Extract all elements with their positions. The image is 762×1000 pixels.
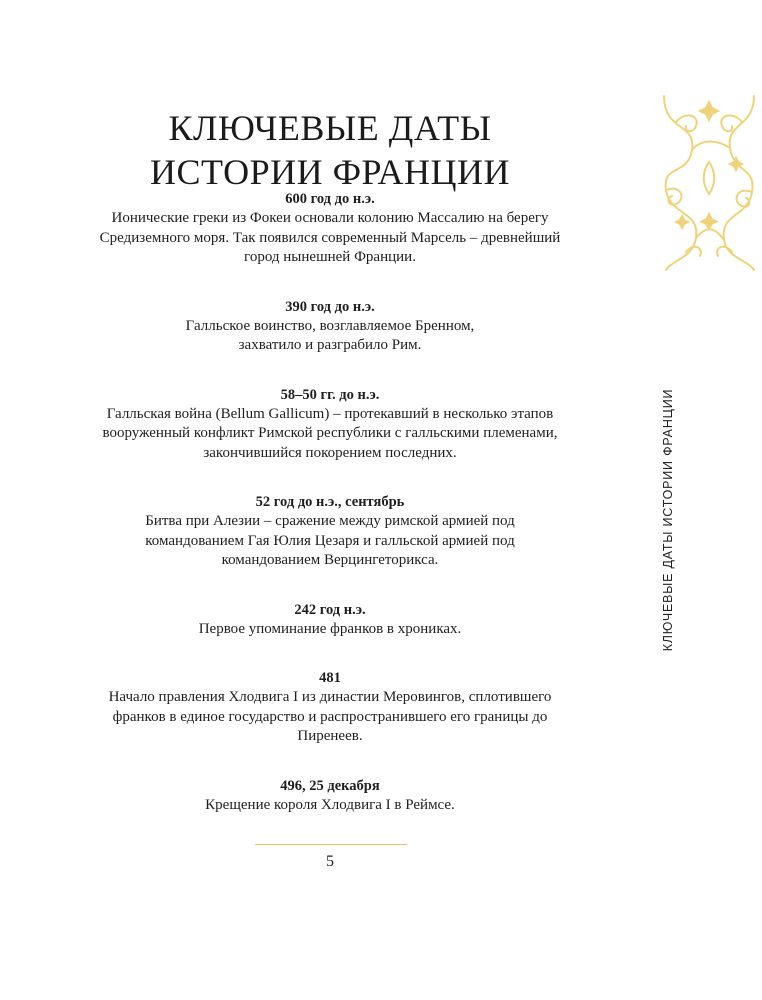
entry-date: 242 год н.э. xyxy=(294,601,366,618)
entry-line: вооруженный конфликт Римской республики с галльскими племенами, xyxy=(102,425,558,441)
page-title-line-2: ИСТОРИИ ФРАНЦИИ xyxy=(150,152,510,193)
entry-text xyxy=(80,796,580,816)
timeline-entry xyxy=(80,669,580,747)
entry-date: 58–50 гг. до н.э. xyxy=(280,386,380,403)
timeline-entry xyxy=(80,386,580,464)
entry-text xyxy=(80,405,580,464)
page-title xyxy=(80,106,580,194)
entry-date: 52 год до н.э., сентябрь xyxy=(255,494,405,510)
entry-text xyxy=(80,620,580,640)
entry-line: закончившийся покорением последних. xyxy=(203,444,457,461)
page-title-line-1: КЛЮЧЕВЫЕ ДАТЫ xyxy=(168,108,492,149)
entry-text xyxy=(80,209,580,268)
entry-date: 390 год до н.э. xyxy=(285,298,375,315)
footer-divider xyxy=(255,844,407,845)
entry-line: командованием Гая Юлия Цезаря и галльской армией под xyxy=(145,532,515,549)
entry-line: Галльское воинство, возглавляемое Бренном, xyxy=(185,317,475,334)
timeline-entry xyxy=(80,601,580,640)
timeline-entry xyxy=(80,190,580,268)
timeline-entry xyxy=(80,493,580,571)
entry-date: 600 год до н.э. xyxy=(285,191,375,207)
entry-line: Начало правления Хлодвига I из династии Меровингов, сплотившего xyxy=(108,689,552,705)
entry-line: Крещение короля Хлодвига I в Реймсе. xyxy=(205,796,455,813)
entry-text xyxy=(80,317,580,356)
entry-date: 481 xyxy=(319,670,341,686)
entry-line: Средиземного моря. Так появился современный Марсель – древнейший xyxy=(99,229,561,246)
entry-line: Пиренеев. xyxy=(297,728,363,744)
vertical-running-title: КЛЮЧЕВЫЕ ДАТЫ ИСТОРИИ ФРАНЦИИ xyxy=(661,388,675,652)
entry-line: командованием Верцингеторикса. xyxy=(221,552,439,568)
entry-date: 496, 25 декабря xyxy=(280,777,380,794)
entry-line: захватило и разграбило Рим. xyxy=(238,337,422,353)
entry-line: Битва при Алезии – сражение между римской армией под xyxy=(145,513,515,529)
entry-text xyxy=(80,688,580,747)
entry-line: город нынешней Франции. xyxy=(244,249,416,265)
entry-line: Галльская война (Bellum Gallicum) – протекавший в несколько этапов xyxy=(106,405,554,422)
entry-line: Ионические греки из Фокеи основали колонию Массалию на берегу xyxy=(111,210,549,226)
entry-line: франков в единое государство и распространившего его границы до xyxy=(112,708,548,725)
entry-line: Первое упоминание франков в хрониках. xyxy=(198,620,462,637)
timeline-entry xyxy=(80,298,580,356)
timeline xyxy=(80,190,580,845)
entry-text xyxy=(80,512,580,571)
page-number: 5 xyxy=(326,853,334,870)
timeline-entry xyxy=(80,777,580,816)
decorative-ornament-icon xyxy=(656,92,762,272)
